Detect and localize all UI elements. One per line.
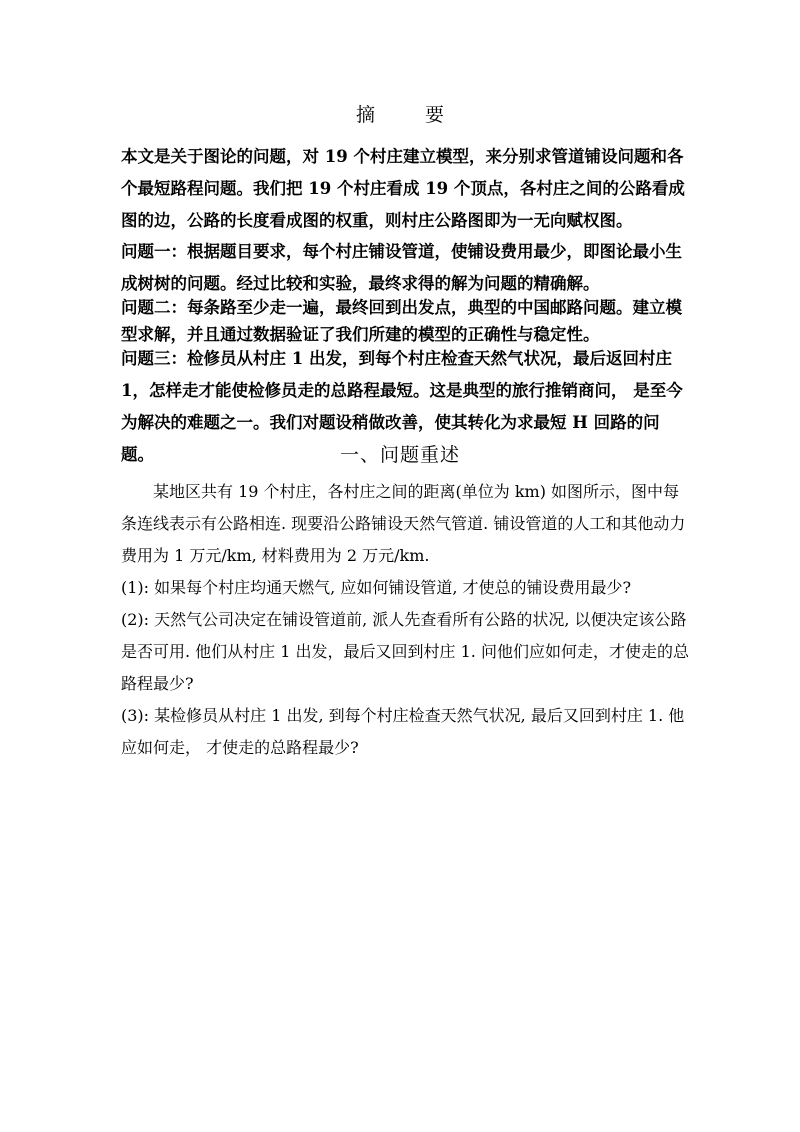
section-heading: 一、问题重述 <box>339 444 460 466</box>
problem-item-2: (2): 天然气公司决定在铺设管道前, 派人先查看所有公路的状况, 以便决定该公路是否可用. 他们从村庄 1 出发，最后又回到村庄 1. 问他们应如何走，才使走的总路程最少? <box>121 610 689 693</box>
abstract-question-3: 问题三：检修员从村庄 1 出发，到每个村庄检查天然气状况，最后返回村庄 1，怎样走才能使检修员走的总路程最短。这是典型的旅行推销商问， 是至今为解决的难题之一。我们对题设稍做改善，使其转化为求最短 H 回路的问题。 <box>121 349 683 464</box>
abstract-intro: 本文是关于图论的问题，对 19 个村庄建立模型，来分别求管道铺设问题和各个最短路程问题。我们把 19 个村庄看成 19 个顶点，各村庄之间的公路看成图的边，公路的长度看成图的权重，则村庄公路图即为一无向赋权图。 <box>121 147 685 230</box>
abstract-intro-block <box>121 141 691 237</box>
abstract-question-2: 问题二：每条路至少走一遍，最终回到出发点，典型的中国邮路问题。建立模型求解，并且通过数据验证了我们所建的模型的正确性与稳定性。 <box>121 298 682 344</box>
problem-item-1: (1): 如果每个村庄均通天燃气, 应如何铺设管道, 才使总的铺设费用最少? <box>121 578 632 597</box>
abstract-question-1: 问题一：根据题目要求，每个村庄铺设管道，使铺设费用最少，即图论最小生成树树的问题。经过比较和实验，最终求得的解为问题的精确解。 <box>121 242 682 293</box>
abstract-q1-block <box>121 236 691 300</box>
problem-restatement <box>121 476 691 764</box>
problem-paragraph: 某地区共有 19 个村庄，各村庄之间的距离(单位为 km) 如图所示，图中每条连线表示有公路相连. 现要沿公路铺设天然气管道. 铺设管道的人工和其他动力费用为 1 万元/km, 材料费用为 2 万元/km. <box>121 482 686 565</box>
abstract-title: 摘 要 <box>355 104 467 126</box>
problem-item-3: (3): 某检修员从村庄 1 出发, 到每个村庄检查天然气状况, 最后又回到村庄 1. 他应如何走， 才使走的总路程最少? <box>121 706 685 757</box>
abstract-q2-block <box>121 294 691 348</box>
